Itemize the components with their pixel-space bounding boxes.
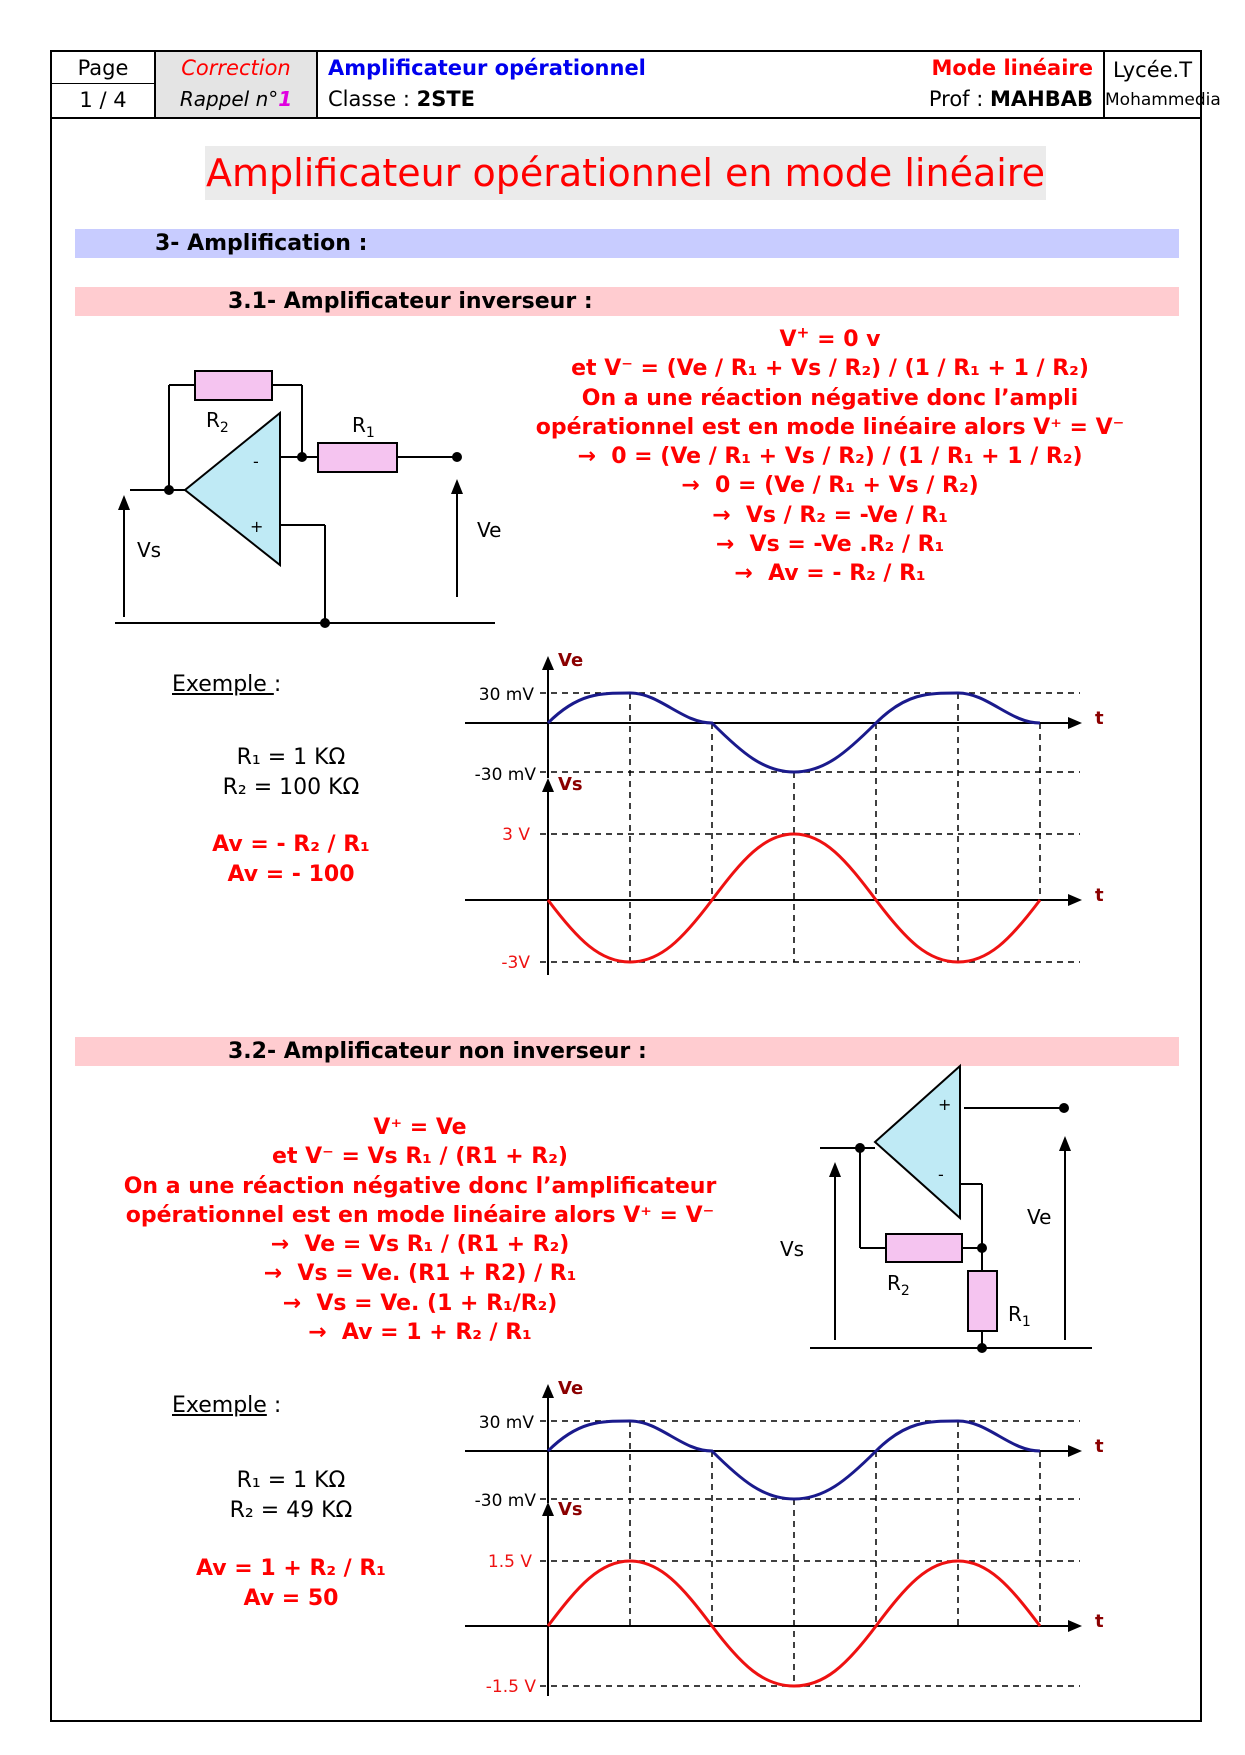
- ninv-graph-ve-label: Ve: [558, 1378, 584, 1399]
- r1-resistor: [318, 443, 397, 472]
- arrow-icon: →: [282, 1290, 302, 1316]
- non-inverseur-equations: [120, 1113, 720, 1347]
- rappel-label: [156, 87, 316, 111]
- opamp-plus-sign: +: [250, 517, 264, 536]
- ninv-opamp-minus-sign: -: [938, 1165, 944, 1184]
- non-inverseur-circuit: [780, 1058, 1110, 1363]
- arrow-icon: →: [308, 1320, 327, 1346]
- inv-example-r1: R₁ = 1 KΩ: [236, 745, 346, 770]
- arrow-icon: →: [681, 473, 700, 499]
- ninv-opamp-symbol: [875, 1066, 960, 1218]
- school-name: Lycée.T: [1112, 58, 1193, 82]
- inv-eq-line6: → 0 = (Ve / R₁ + Vs / R₂): [681, 473, 979, 499]
- inverseur-circuit: [110, 355, 510, 635]
- ninv-graph-vs-max: 1.5 V: [487, 1552, 532, 1572]
- ninv-graph-vs-min: -1.5 V: [485, 1677, 536, 1697]
- inv-eq-line7: → Vs / R₂ = -Ve / R₁: [712, 502, 948, 528]
- correction-label: Correction: [181, 56, 291, 80]
- opamp-symbol: [185, 413, 280, 565]
- ninv-r2-label: $R_2$: [887, 1271, 910, 1299]
- ninv-example-av1: Av = 1 + R₂ / R₁: [196, 1556, 386, 1581]
- ninv-eq-line6: → Vs = Ve. (R1 + R2) / R₁: [263, 1261, 577, 1287]
- arrow-icon: →: [263, 1261, 283, 1287]
- arrow-icon: →: [577, 444, 596, 470]
- classe-line: [328, 87, 475, 111]
- inv-graph-vs-min: -3V: [501, 953, 530, 973]
- inverseur-waveforms: [460, 650, 1140, 985]
- inv-example-label: Exemple :: [172, 672, 282, 697]
- inv-example-r2: R₂ = 100 KΩ: [222, 775, 360, 800]
- ninv-eq-line3: On a une réaction négative donc l’amplificateur: [123, 1173, 717, 1199]
- inv-eq-line4: opérationnel est en mode linéaire alors V⁺ = V⁻: [535, 414, 1125, 440]
- r2-resistor: [195, 371, 272, 400]
- inv-eq-line5: → 0 = (Ve / R₁ + Vs / R₂) / (1 / R₁ + 1 / R₂): [577, 444, 1083, 470]
- arrow-icon: →: [270, 1232, 290, 1258]
- section3-heading: 3- Amplification :: [155, 231, 368, 256]
- ninv-example-av2: Av = 50: [243, 1586, 339, 1611]
- inv-eq-line3: On a une réaction négative donc l’ampli: [581, 385, 1079, 411]
- vs-label: Vs: [137, 538, 162, 562]
- arrow-icon: →: [734, 561, 753, 587]
- inv-graph-vs-max: 3 V: [502, 825, 530, 845]
- inv-eq-line2: et V⁻ = (Ve / R₁ + Vs / R₂) / (1 / R₁ + 1 / R₂): [571, 356, 1089, 382]
- header-school-cell: [1105, 52, 1221, 117]
- inv-example-av: [186, 830, 396, 890]
- page-title: Amplificateur opérationnel en mode linéaire: [206, 151, 1045, 195]
- prof-label: Prof :: [928, 87, 990, 111]
- header-subject-cell: [318, 52, 1105, 117]
- classe-label: Classe :: [328, 87, 417, 111]
- header-correction-cell: [156, 52, 318, 117]
- ninv-r1-label: $R_1$: [1008, 1302, 1031, 1330]
- header-table: [50, 50, 1221, 119]
- opamp-minus-sign: -: [253, 452, 259, 471]
- vs-arrowhead-icon: [118, 495, 130, 510]
- inv-eq-line9: → Av = - R₂ / R₁: [734, 561, 926, 587]
- ninv-graph-t1: t: [1095, 1436, 1104, 1457]
- arrow-icon: →: [712, 502, 731, 528]
- ve-arrowhead-icon: [451, 479, 463, 494]
- mode-label: Mode linéaire: [931, 56, 1093, 80]
- ninv-r2-resistor: [886, 1234, 962, 1262]
- ninv-ve-label: Ve: [1027, 1205, 1052, 1229]
- ninv-eq-line4: opérationnel est en mode linéaire alors V⁺ = V⁻: [125, 1202, 715, 1228]
- school-city: Mohammedia: [1105, 90, 1221, 110]
- ninv-example-label: Exemple :: [172, 1393, 282, 1418]
- ninv-eq-line7: → Vs = Ve. (1 + R₁/R₂): [282, 1290, 558, 1316]
- page-number: 1 / 4: [79, 88, 127, 112]
- r1-label: $R_1$: [352, 413, 375, 441]
- inv-graph-ve-label: Ve: [558, 650, 584, 671]
- ninv-vs-arrowhead-icon: [829, 1162, 841, 1177]
- ninv-r1-resistor: [968, 1271, 997, 1331]
- ninv-eq-line2: et V⁻ = Vs R₁ / (R1 + R₂): [272, 1144, 568, 1170]
- ninv-graph-t2: t: [1095, 1611, 1104, 1632]
- non-inverseur-heading: 3.2- Amplificateur non inverseur :: [228, 1039, 647, 1064]
- inv-example-av1: Av = - R₂ / R₁: [212, 832, 370, 857]
- ninv-ve-arrowhead-icon: [1059, 1136, 1071, 1151]
- inv-graph-vs-label: Vs: [558, 774, 583, 795]
- rappel-text: Rappel n°: [179, 87, 279, 111]
- r2-label: $R_2$: [206, 408, 229, 436]
- inv-example-av2: Av = - 100: [227, 862, 355, 887]
- ninv-vs-label: Vs: [780, 1237, 805, 1261]
- inv-graph-t1: t: [1095, 708, 1104, 729]
- header-page-cell: [52, 52, 156, 117]
- inv-eq-line8: → Vs = -Ve .R₂ / R₁: [715, 532, 945, 558]
- ninv-opamp-plus-sign: +: [938, 1095, 952, 1114]
- ninv-eq-line1: V⁺ = Ve: [373, 1115, 467, 1140]
- ninv-ve-wave: [548, 1421, 1040, 1499]
- non-inverseur-waveforms: [460, 1378, 1140, 1713]
- inv-graph-ve-min: -30 mV: [474, 765, 536, 785]
- subject-title: Amplificateur opérationnel: [328, 56, 646, 80]
- ninv-example-values: [186, 1466, 396, 1526]
- ninv-eq-line5: → Ve = Vs R₁ / (R1 + R₂): [270, 1232, 570, 1258]
- inverseur-heading: 3.1- Amplificateur inverseur :: [228, 289, 593, 314]
- ninv-graph-ve-max: 30 mV: [478, 1413, 534, 1433]
- rappel-number: 1: [278, 87, 293, 111]
- inv-ve-wave: [548, 693, 1040, 772]
- ninv-graph-vs-label: Vs: [558, 1499, 583, 1520]
- inv-example-values: [186, 743, 396, 803]
- ninv-example-av: [186, 1554, 396, 1614]
- inv-eq-line1: V+ = 0 v: [779, 323, 881, 352]
- inv-graph-ve-max: 30 mV: [478, 685, 534, 705]
- prof-value: MAHBAB: [990, 87, 1093, 111]
- page-label: Page: [77, 56, 129, 80]
- classe-value: 2STE: [416, 87, 475, 111]
- prof-line: [929, 87, 1093, 111]
- ninv-example-r1: R₁ = 1 KΩ: [236, 1468, 346, 1493]
- ninv-example-r2: R₂ = 49 KΩ: [229, 1498, 353, 1523]
- ninv-graph-ve-min: -30 mV: [474, 1491, 536, 1511]
- inverseur-equations: [530, 325, 1130, 589]
- arrow-icon: →: [715, 532, 735, 558]
- ninv-eq-line8: → Av = 1 + R₂ / R₁: [308, 1320, 532, 1346]
- ve-label: Ve: [477, 518, 502, 542]
- inv-graph-t2: t: [1095, 885, 1104, 906]
